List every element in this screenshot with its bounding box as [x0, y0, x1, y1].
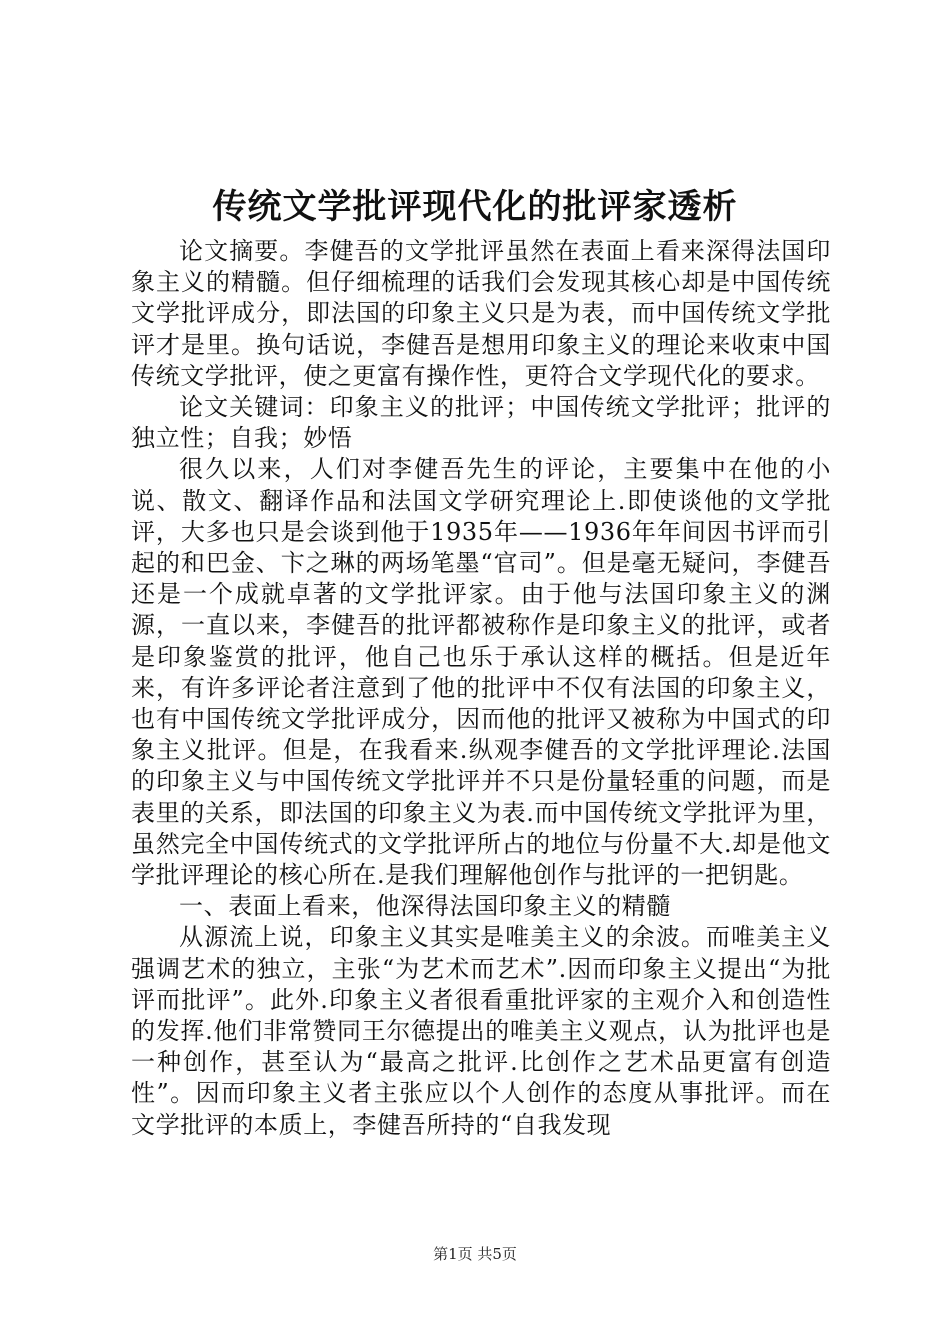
document-body [131, 236, 831, 1141]
section-heading: 一、表面上看来，他深得法国印象主义的精髓 [179, 892, 671, 921]
abstract-paragraph: 论文摘要。李健吾的文学批评虽然在表面上看来深得法国印象主义的精髓。但仔细梳理的话我们会发现其核心却是中国传统文学批评成分，即法国的印象主义只是为表，而中国传统文学批评才是里。换句话说，李健吾是想用印象主义的理论来收束中国传统文学批评，使之更富有操作性，更符合文学现代化的要求。 [131, 237, 831, 390]
keywords-paragraph: 论文关键词：印象主义的批评；中国传统文学批评；批评的独立性；自我；妙悟 [131, 393, 831, 453]
body-paragraph: 从源流上说，印象主义其实是唯美主义的余波。而唯美主义强调艺术的独立，主张“为艺术而艺术”.因而印象主义提出“为批评而批评”。此外.印象主义者很看重批评家的主观介入和创造性的发挥.他们非常赞同王尔德提出的唯美主义观点，认为批评也是一种创作，甚至认为“最高之批评.比创作之艺术品更富有创造性”。因而印象主义者主张应以个人创作的态度从事批评。而在文学批评的本质上，李健吾所持的“自我发现 [131, 923, 831, 1139]
document-title: 传统文学批评现代化的批评家透析 [212, 187, 738, 227]
page-number: 第1页 共5页 [433, 1245, 517, 1263]
body-paragraph: 很久以来，人们对李健吾先生的评论，主要集中在他的小说、散文、翻译作品和法国文学研究理论上.即使谈他的文学批评，大多也只是会谈到他于1935年——1936年年间因书评而引起的和巴金、卞之琳的两场笔墨“官司”。但是毫无疑问，李健吾还是一个成就卓著的文学批评家。由于他与法国印象主义的渊源，一直以来，李健吾的批评都被称作是印象主义的批评，或者是印象鉴赏的批评，他自己也乐于承认这样的概括。但是近年来，有许多评论者注意到了他的批评中不仅有法国的印象主义，也有中国传统文学批评成分，因而他的批评又被称为中国式的印象主义批评。但是，在我看来.纵观李健吾的文学批评理论.法国的印象主义与中国传统文学批评并不只是份量轻重的问题，而是表里的关系，即法国的印象主义为表.而中国传统文学批评为里，虽然完全中国传统式的文学批评所占的地位与份量不大.却是他文学批评理论的核心所在.是我们理解他创作与批评的一把钥匙。 [131, 455, 831, 890]
